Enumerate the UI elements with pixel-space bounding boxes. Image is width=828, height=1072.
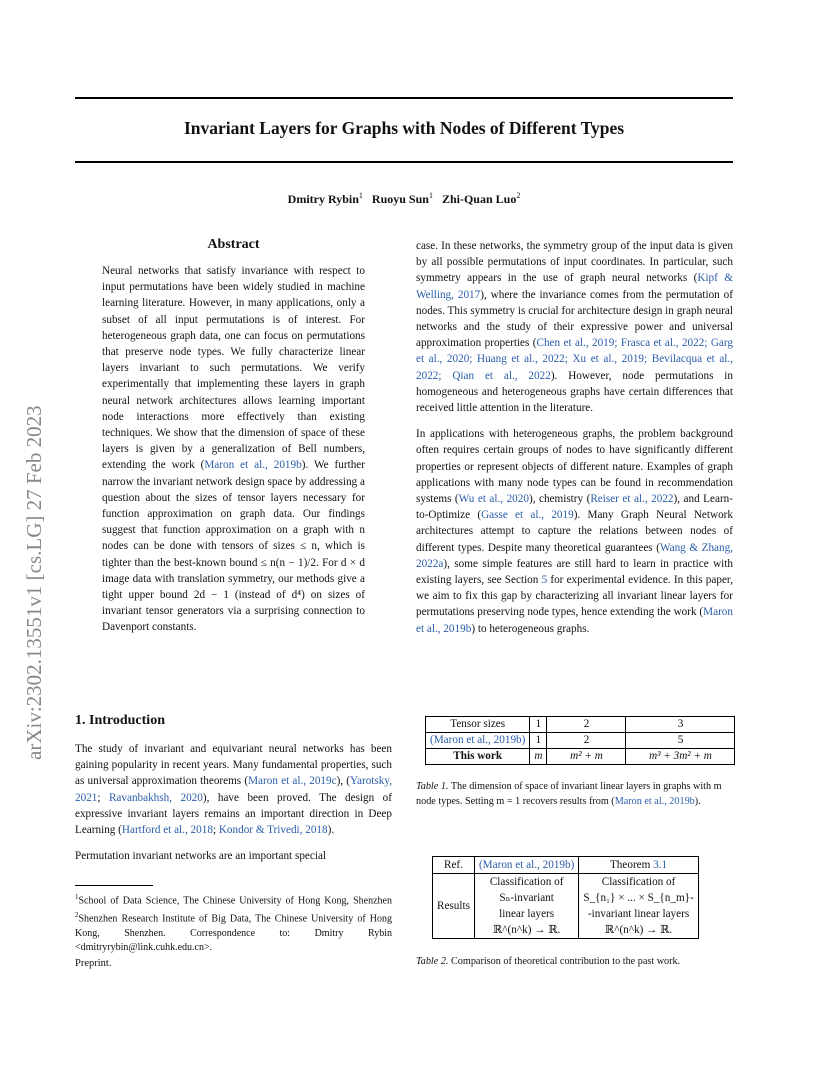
title-top-rule	[75, 97, 733, 99]
table-2-caption	[416, 956, 733, 967]
table-cell: 2	[547, 717, 626, 733]
table-cell: m	[530, 749, 547, 765]
citation-link[interactable]: Hartford et al., 2018	[121, 824, 213, 837]
abstract-heading: Abstract	[207, 237, 260, 252]
text-part: ), and Learn-to-Optimize (	[416, 493, 733, 522]
author-affiliation: 1	[358, 191, 363, 200]
footnote-rule	[75, 885, 153, 886]
citation-link[interactable]: Kondor & Trivedi, 2018	[218, 824, 328, 837]
text-part: case. In these networks, the symmetry group of the input data is given by all possible permutations of input coordinates. In particular, such symmetry appears in the use of graph neural networks (	[416, 240, 733, 285]
citation-link[interactable]: Maron et al., 2019b	[416, 606, 733, 635]
table-cell	[474, 874, 578, 939]
table-cell: 2	[547, 733, 626, 749]
text-part: ), some simple features are still hard to learn in practice with existing layers, see Section	[416, 557, 733, 587]
citation-link[interactable]: (Maron et al., 2019b)	[474, 857, 578, 874]
cell-line: Sₙ-invariant	[499, 892, 554, 904]
cell-line: linear layers	[499, 908, 555, 920]
table-cell: Ref.	[433, 857, 475, 874]
author-name: Dmitry Rybin	[287, 192, 359, 206]
citation-link[interactable]: Chen et al., 2019; Frasca et al., 2022; Garg et al., 2020; Huang et al., 2022; Xu et al., 2019; Bevilacqua et al., 2022; Qian et al., 2022	[416, 337, 733, 382]
text-part: ;	[212, 824, 219, 837]
table-cell	[579, 857, 698, 874]
caption-label: Table 2.	[416, 956, 449, 967]
text-part: ) to heterogeneous graphs.	[471, 622, 590, 635]
arxiv-stamp: arXiv:2302.13551v1 [cs.LG] 27 Feb 2023	[22, 405, 46, 760]
citation-link[interactable]: Gasse et al., 2019	[481, 509, 574, 522]
citation-link[interactable]: Ravanbakhsh, 2020	[108, 791, 203, 804]
table-row	[433, 874, 699, 939]
citation-link[interactable]: (Maron et al., 2019b)	[426, 733, 530, 749]
title-bottom-rule	[75, 161, 733, 163]
table-cell: 3	[626, 717, 735, 733]
intro-paragraph	[75, 741, 392, 838]
caption-label: Table 1.	[416, 781, 449, 792]
caption-text: Comparison of theoretical contribution to the past work.	[448, 956, 681, 967]
table-cell: 5	[626, 733, 735, 749]
author-affiliation: 1	[428, 191, 433, 200]
paper-title: Invariant Layers for Graphs with Nodes of Different Types	[183, 118, 625, 138]
citation-link[interactable]: Maron et al., 2019b	[204, 459, 302, 472]
table-1-caption	[416, 780, 733, 809]
table-cell: m² + m	[547, 749, 626, 765]
abstract-text-part: Neural networks that satisfy invariance with respect to input permutations have been widely studied in machine learning literature. However, in many applications, only a subset of all input permutations is of interest. For heterogeneous graph data, one can focus on permutations that preserve node types. We fully characterize linear layers invariant to such permutations. We verify experimentally that implementing these layers in graph neural network architectures allows learning important node interactions more effectively than existing techniques. We show that the dimension of space of these layers is given by a generalization of Bell numbers, extending the work (	[102, 265, 365, 472]
citation-link[interactable]: Maron et al., 2019c	[248, 775, 337, 788]
cell-line: -invariant linear layers	[587, 908, 690, 920]
body-paragraph	[416, 426, 733, 637]
table-cell: Tensor sizes	[426, 717, 530, 733]
section-heading: 1. Introduction	[75, 713, 165, 728]
cell-line: Classification of	[601, 876, 676, 888]
text-part: ). Many Graph Neural Network architectures attempt to capture the relations between nodes of different types. Despite many theoretical guarantees (	[416, 509, 733, 554]
citation-link[interactable]: Kipf & Welling, 2017	[416, 272, 733, 301]
intro-text	[75, 741, 392, 864]
text-part: In applications with heterogeneous graphs, the problem background often requires certain groups of nodes to have significantly different properties or represent objects of different nature. Examples of graph applications with many node types can be found in recommendation systems (	[416, 428, 733, 506]
table-1	[425, 716, 735, 765]
text-part: ). However, node permutations in homogeneous and heterogeneous graphs have certain differences that received little attention in the literature.	[416, 369, 733, 415]
preprint-label: Preprint.	[75, 958, 112, 969]
text-part: ;	[97, 791, 109, 804]
citation-link[interactable]: Maron et al., 2019b	[614, 795, 695, 807]
caption-text: ).	[694, 795, 701, 807]
table-cell: Results	[433, 874, 475, 939]
text-part: ), (	[336, 775, 351, 788]
table-cell: This work	[426, 749, 530, 765]
text-part: ), have been proved. The design of expressive invariant layers remains an important direction in Deep Learning (	[75, 791, 393, 837]
table-row	[426, 749, 735, 765]
footnote: $^1$School of Data Science, The Chinese University of Hong Kong, Shenzhen $^2$Shenzhen Research Institute of Big Data, The Chinese University of Hong Kong, Shenzhen. Correspondence to: Dmitry Rybin <dmitryrybin@link.cuhk.edu.cn>.	[75, 893, 392, 953]
table-row	[433, 857, 699, 874]
footnote-text: School of Data Science, The Chinese University of Hong Kong, Shenzhen	[78, 895, 392, 907]
text-part: ), chemistry (	[528, 493, 591, 506]
citation-link[interactable]: Reiser et al., 2022	[590, 493, 674, 506]
cell-line: Classification of	[489, 876, 564, 888]
table-2	[432, 856, 699, 939]
citation-link[interactable]: Wu et al., 2020	[458, 493, 529, 506]
caption-text: The dimension of space of invariant linear layers in graphs with m node types. Setting m = 1 recovers results from (	[416, 781, 722, 807]
table-cell: m³ + 3m² + m	[626, 749, 735, 765]
text-part: ).	[327, 824, 335, 837]
section-link[interactable]: 5	[541, 574, 548, 587]
table-row	[426, 733, 735, 749]
table-cell: 1	[530, 717, 547, 733]
cell-line: ℝ^(n^k) → ℝ.	[492, 924, 561, 936]
citation-link[interactable]: Yarotsky, 2021	[75, 775, 393, 804]
body-paragraph	[416, 238, 733, 416]
table-cell: 1	[530, 733, 547, 749]
author-list	[75, 191, 733, 207]
footnote-text: Shenzhen Research Institute of Big Data, The Chinese University of Hong Kong, Shenzhen. Correspondence to: Dmitry Rybin <dmitryrybin@link.cuhk.edu.cn>.	[75, 913, 392, 953]
table-row	[426, 717, 735, 733]
intro-paragraph: Permutation invariant networks are an important special	[75, 850, 327, 863]
cell-line: ℝ^(n^k) → ℝ.	[604, 924, 673, 936]
table-cell	[579, 874, 698, 939]
right-column-text	[416, 238, 733, 637]
abstract-text	[102, 263, 365, 636]
author-name: Zhi-Quan Luo	[441, 192, 517, 206]
citation-link[interactable]: Wang & Zhang, 2022a	[416, 541, 733, 570]
cell-line: S_{n₁} × ... × S_{n_m}-	[583, 892, 694, 904]
author-affiliation: 2	[516, 191, 521, 200]
theorem-link[interactable]: 3.1	[653, 859, 668, 871]
text-part: for experimental evidence. In this paper, we aim to fix this gap by characterizing all invariant linear layers for permutations preserving node types, hence extending the work (	[416, 574, 733, 619]
text-part: The study of invariant and equivariant neural networks has been gaining popularity in recent years. Many fundamental properties, such as universal approximation theorems (	[75, 743, 392, 788]
abstract-text-part: ). We further narrow the invariant network design space by addressing a question about the sizes of tensor layers necessary for function approximation on graph data. Our findings suggest that function approximation on a graph with n nodes can be done with tensors of sizes ≤ n, which is tighter than the best-known bound ≤ n(n − 1)/2. For d × d image data with translation symmetry, our methods give a tight upper bound 2d − 1 (instead of d⁴) on sizes of invariant tensor generators via a surprising connection to Davenport constants.	[102, 459, 365, 634]
text-part: ), where the invariance comes from the permutation of nodes. This symmetry is crucial for architecture design in graph neural networks and the study of their expressive power and universal approximation properties (	[416, 288, 734, 350]
cell-text: Theorem	[609, 859, 654, 871]
author-name: Ruoyu Sun	[371, 192, 429, 206]
